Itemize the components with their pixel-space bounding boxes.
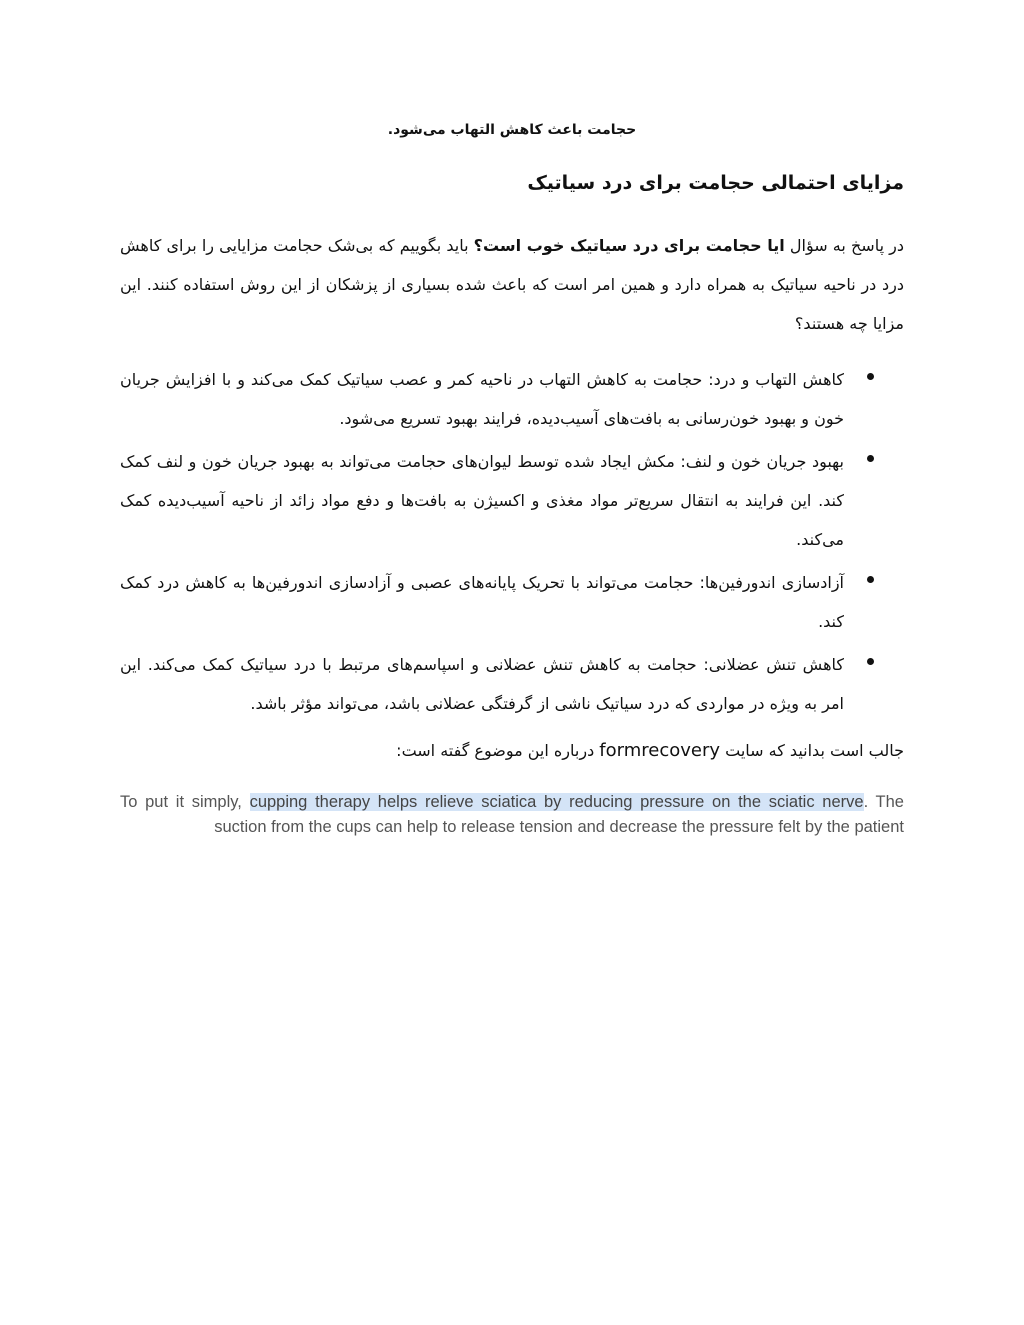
list-item xyxy=(120,442,904,559)
image-caption: حجامت باعث کاهش التهاب می‌شود. xyxy=(387,122,637,138)
section-heading: مزایای احتمالی حجامت برای درد سیاتیک xyxy=(527,172,904,194)
list-item xyxy=(120,360,904,438)
intro-lead: در پاسخ به سؤال xyxy=(784,236,905,255)
quote-lead: To put it simply, xyxy=(120,793,250,811)
benefits-list xyxy=(120,360,904,727)
bullet-icon xyxy=(867,658,874,665)
list-item xyxy=(120,563,904,641)
list-item-text: کاهش تنش عضلانی: حجامت به کاهش تنش عضلانی و اسپاسم‌های مرتبط با درد سیاتیک کمک می‌کند. این امر به ویژه در مواردی که درد سیاتیک ناشی از گرفتگی عضلانی باشد، می‌تواند مؤثر باشد. xyxy=(120,655,844,713)
note-after: درباره این موضوع گفته است: xyxy=(396,741,600,760)
list-item-text: آزادسازی اندورفین‌ها: حجامت می‌تواند با تحریک پایانه‌های عصبی و آزادسازی اندورفین‌ها به کاهش درد کمک کند. xyxy=(120,573,844,631)
intro-bold-question: ایا حجامت برای درد سیاتیک خوب است؟ xyxy=(473,236,785,255)
bullet-icon xyxy=(867,373,874,380)
list-item xyxy=(120,645,904,723)
site-name: formrecovery xyxy=(599,740,721,761)
intro-rest: باید بگوییم که بی‌شک حجامت مزایایی را برای کاهش درد در ناحیه سیاتیک به همراه دارد و همین امر است که باعث شده بسیاری از پزشکان از این روش استفاده کنند. این مزایا چه هستند؟ xyxy=(120,236,904,333)
bullet-icon xyxy=(867,455,874,462)
bullet-icon xyxy=(867,576,874,583)
quote-highlight: cupping therapy helps relieve sciatica by reducing pressure on the sciatic nerve xyxy=(249,793,864,811)
list-item-text: بهبود جریان خون و لنف: مکش ایجاد شده توسط لیوان‌های حجامت می‌تواند به بهبود جریان خون و لنف کمک کند. این فرایند به انتقال سریع‌تر مواد مغذی و اکسیژن به بافت‌ها و دفع مواد زائد از ناحیه آسیب‌دیده کمک می‌کند. xyxy=(120,452,844,549)
source-note xyxy=(120,736,904,766)
note-before: جالب است بدانید که سایت xyxy=(720,741,904,760)
list-item-text: کاهش التهاب و درد: حجامت به کاهش التهاب در ناحیه کمر و عصب سیاتیک کمک می‌کند و با افزایش جریان خون و بهبود خون‌رسانی به بافت‌های آسیب‌دیده، فرایند بهبود تسریع می‌شود. xyxy=(120,370,844,428)
quote-rest: . The suction from the cups can help to release tension and decrease the pressure felt by the patient xyxy=(214,793,904,836)
english-quote xyxy=(120,790,904,840)
intro-paragraph xyxy=(120,226,904,343)
